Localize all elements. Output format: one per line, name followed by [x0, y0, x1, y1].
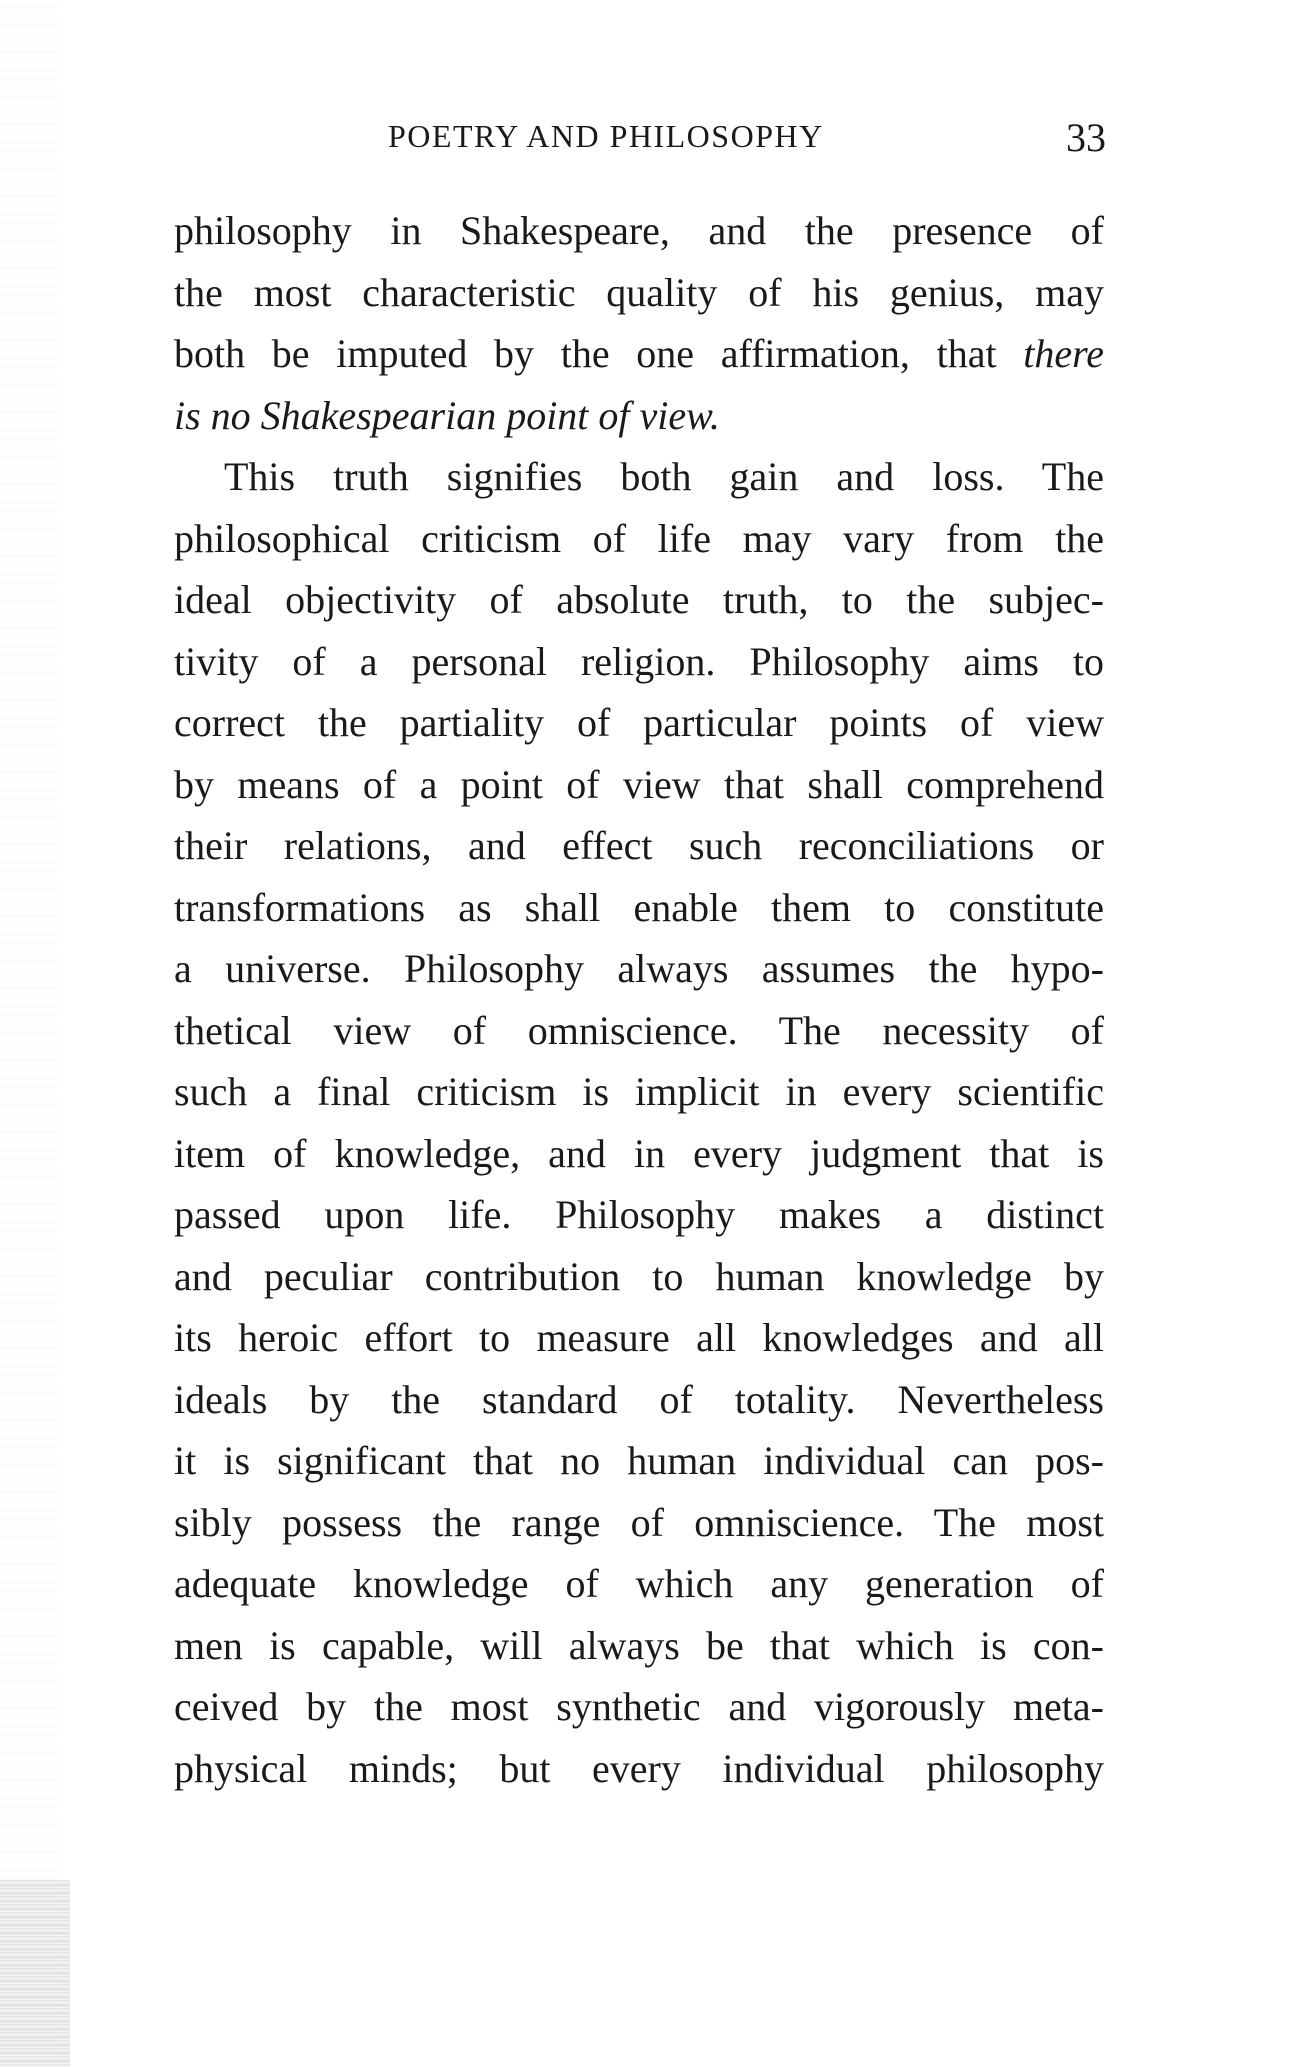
italic-fragment: is no Shakespearian point of view.: [174, 392, 720, 438]
text-line: the most characteristic quality of his genius, may: [174, 269, 1104, 315]
text-line: their relations, and effect such reconciliations or: [174, 823, 1104, 868]
text-line: by means of a point of view that shall comprehend: [174, 761, 1104, 807]
text-line: passed upon life. Philosophy makes a distinct: [174, 1192, 1104, 1237]
page-number: 33: [1066, 115, 1106, 160]
text-line: and peculiar contribution to human knowledge by: [174, 1253, 1104, 1299]
text-fragment: both be imputed by the one affirmation, that: [174, 331, 1024, 376]
text-line: sibly possess the range of omniscience. The most: [174, 1499, 1104, 1545]
text-line: its heroic effort to measure all knowledges and all: [174, 1315, 1104, 1360]
text-line: ceived by the most synthetic and vigorously meta-: [174, 1684, 1104, 1729]
text-line: such a final criticism is implicit in every scientific: [174, 1069, 1104, 1114]
text-line: correct the partiality of particular points of view: [174, 700, 1104, 745]
text-line: philosophy in Shakespeare, and the presence of: [174, 208, 1104, 253]
text-line: ideals by the standard of totality. Nevertheless: [174, 1376, 1104, 1422]
text-line: it is significant that no human individual can pos-: [174, 1438, 1104, 1483]
text-line: a universe. Philosophy always assumes the hypo-: [174, 946, 1104, 991]
text-line: ideal objectivity of absolute truth, to the subjec-: [174, 577, 1104, 622]
binding-edge-shadow: [0, 1880, 70, 2067]
binding-edge: [0, 0, 60, 2067]
body-text: [174, 200, 1104, 1799]
text-line: men is capable, will always be that which is con-: [174, 1622, 1104, 1668]
text-line: adequate knowledge of which any generation of: [174, 1561, 1104, 1606]
text-line: [174, 385, 1104, 447]
text-line: transformations as shall enable them to constitute: [174, 884, 1104, 930]
text-line: [174, 323, 1104, 385]
text-line: item of knowledge, and in every judgment that is: [174, 1130, 1104, 1176]
text-line: tivity of a personal religion. Philosophy aims to: [174, 638, 1104, 684]
running-head: POETRY AND PHILOSOPHY: [388, 118, 824, 154]
italic-fragment: there: [1023, 331, 1104, 376]
text-line: philosophical criticism of life may vary from the: [174, 515, 1104, 561]
text-line: physical minds; but every individual philosophy: [174, 1745, 1104, 1791]
text-line: thetical view of omniscience. The necessity of: [174, 1007, 1104, 1053]
text-line: This truth signifies both gain and loss. The: [224, 454, 1104, 499]
